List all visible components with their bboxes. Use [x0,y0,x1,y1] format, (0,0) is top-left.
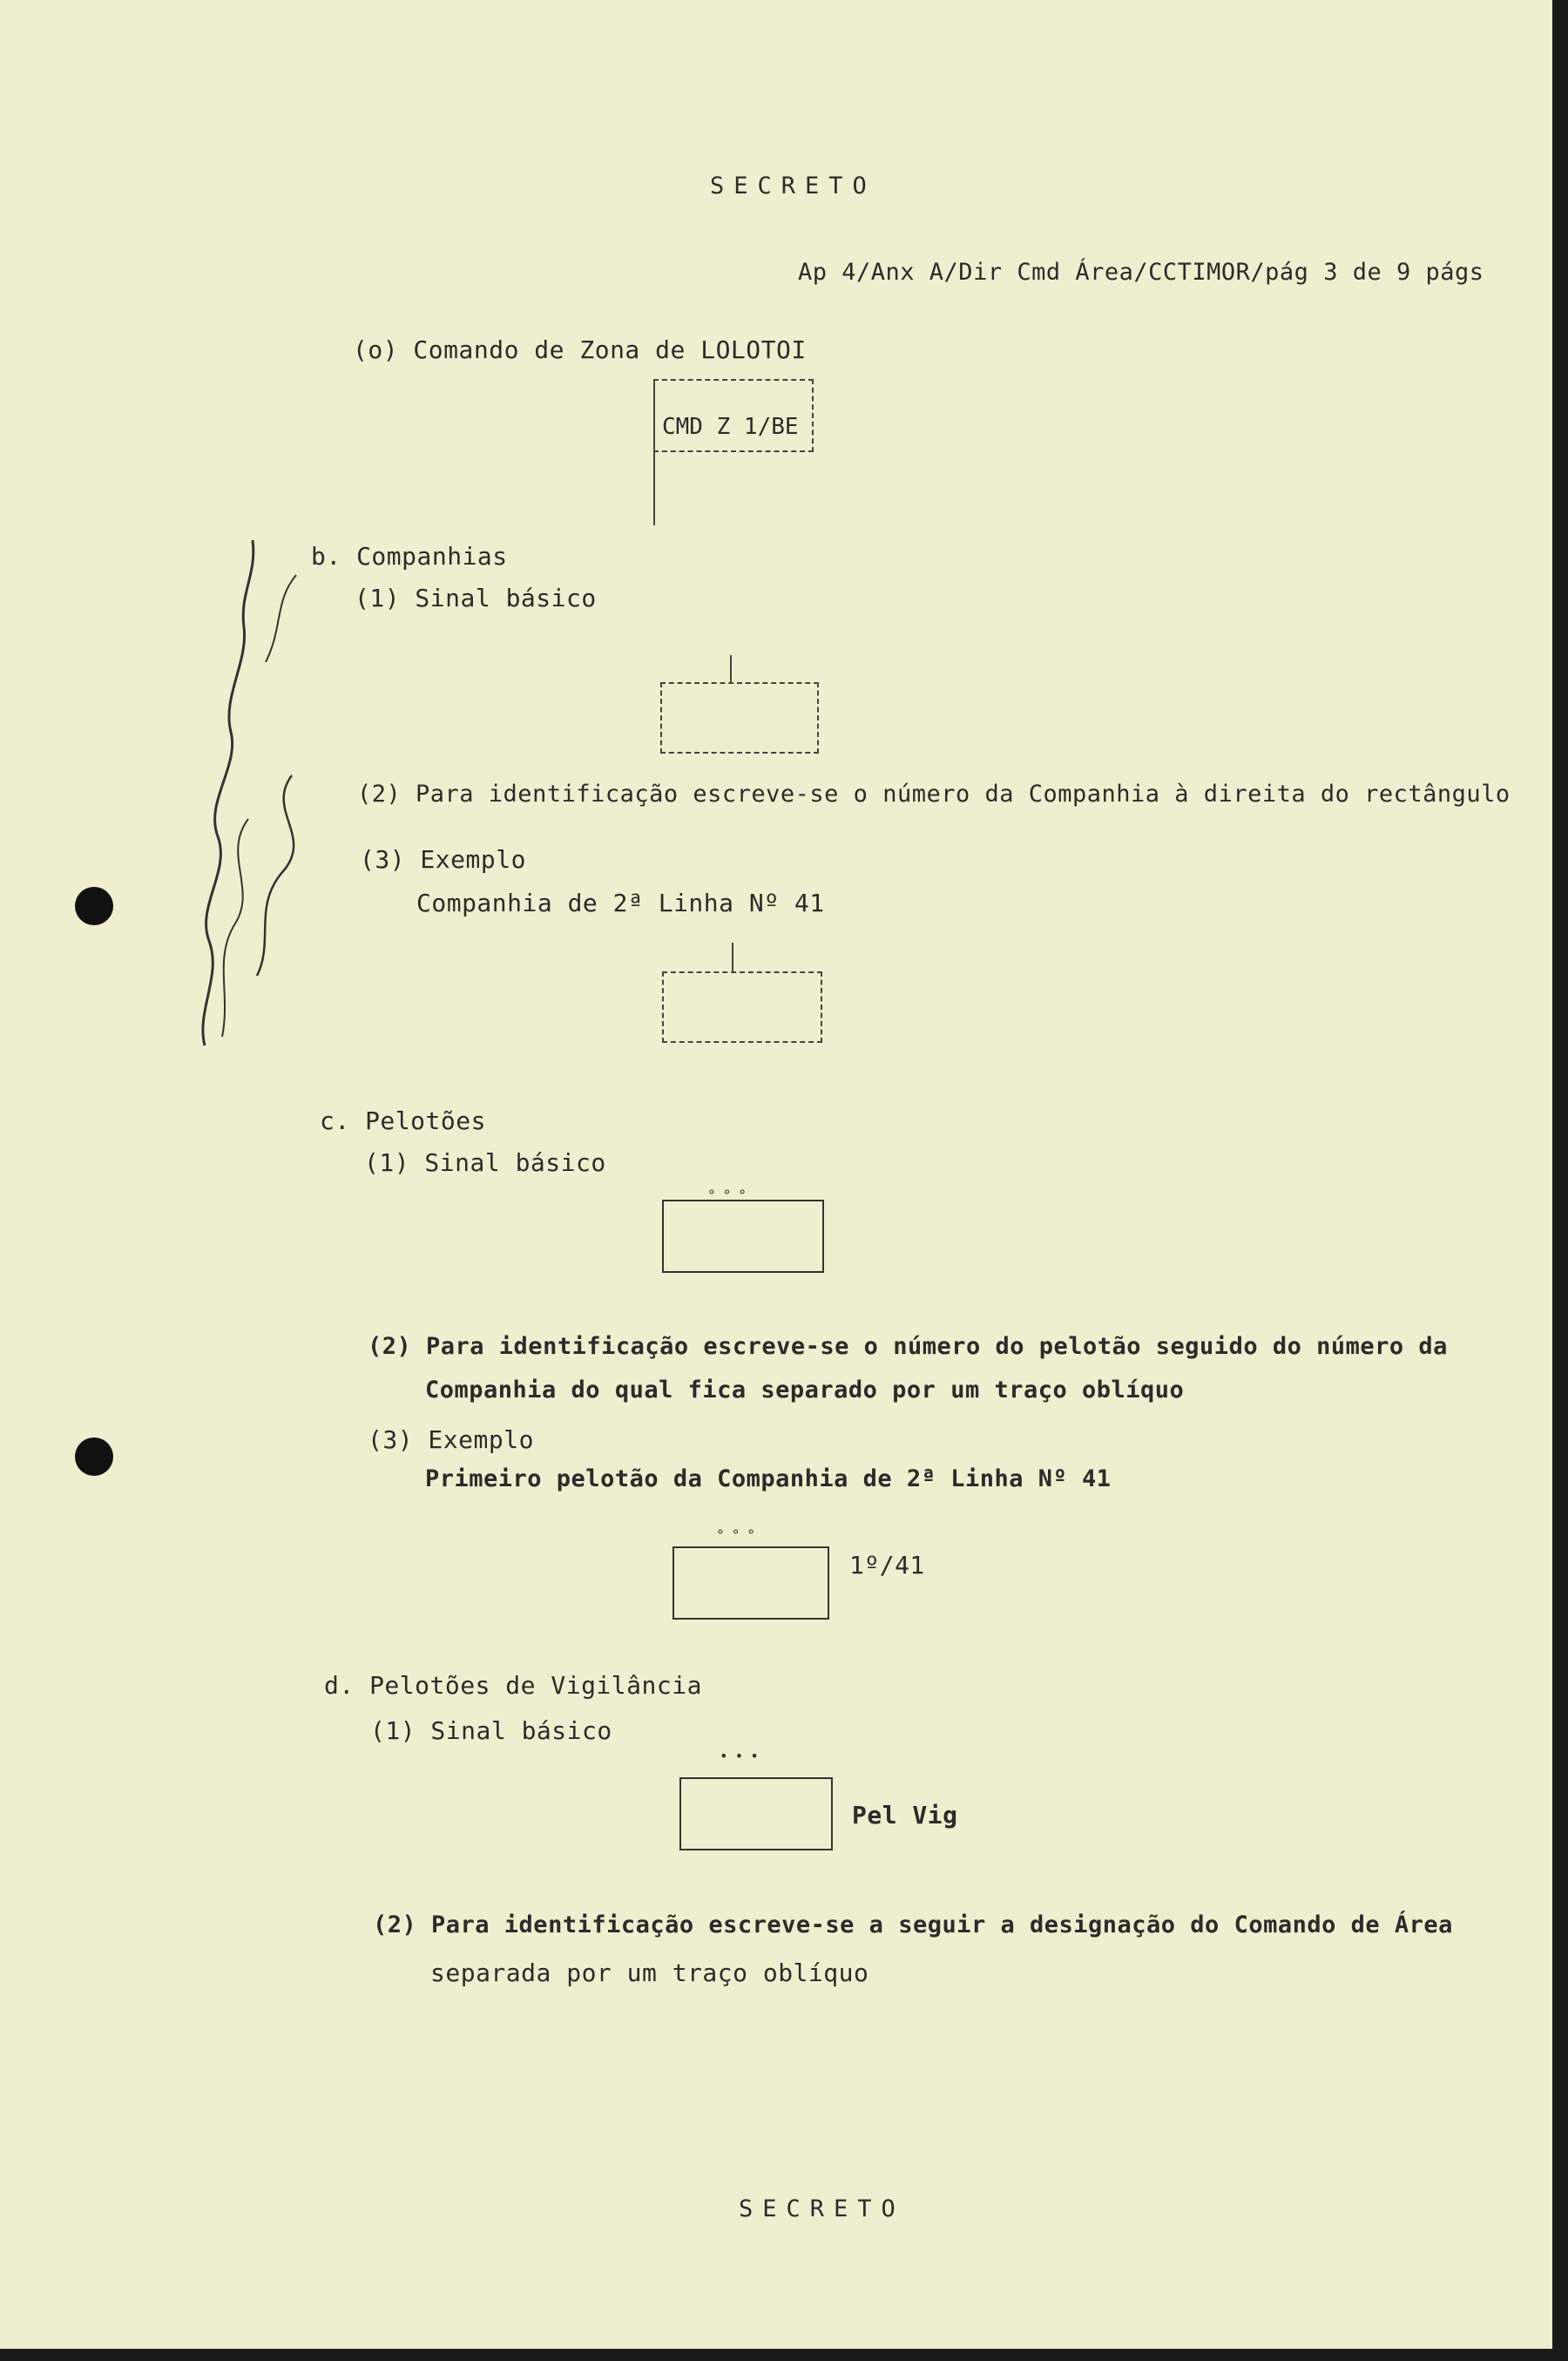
company-symbol-box [660,682,819,754]
section-c-title: c. Pelotões [320,1106,486,1135]
company-example-box [662,971,822,1043]
punch-hole-top [75,887,113,925]
section-c-item2-line1: (2) Para identificação escreve-se o número do pelotão seguido do número da [368,1333,1448,1360]
section-c-item2-line2: Companhia do qual fica separado por um traço oblíquo [425,1377,1185,1404]
section-b-item3: (3) Exemplo [360,845,526,874]
document-reference: Ap 4/Anx A/Dir Cmd Área/CCTIMOR/pág 3 de 9 págs [798,259,1484,286]
section-b-item1: (1) Sinal básico [355,584,597,612]
section-c-item1: (1) Sinal básico [364,1148,606,1177]
command-flag-symbol [653,379,814,527]
classification-footer: SECRETO [739,2195,905,2222]
section-c-item3: (3) Exemplo [368,1425,534,1454]
platoon-example-dots: ∘∘∘ [716,1523,762,1539]
vigilance-dots: ••• [720,1748,766,1764]
section-b-example: Companhia de 2ª Linha Nº 41 [416,889,825,917]
company-example-stem [732,943,733,972]
section-d-item2-line1: (2) Para identificação escreve-se a seguir a designação do Comando de Área [373,1911,1453,1938]
section-d-item2-line2: separada por um traço oblíquo [430,1958,869,1987]
section-d-item1: (1) Sinal básico [370,1716,612,1745]
vigilance-symbol-box [679,1777,833,1850]
flag-label: CMD Z 1/BE [662,414,799,440]
section-o-title: (o) Comando de Zona de LOLOTOI [353,335,807,364]
section-c-example: Primeiro pelotão da Companhia de 2ª Linha Nº 41 [425,1465,1112,1492]
platoon-symbol-box [662,1200,824,1273]
platoon-dots: ∘∘∘ [707,1183,754,1200]
handwritten-signature [170,523,309,1063]
platoon-example-box [672,1546,829,1620]
classification-header: SECRETO [710,173,876,200]
company-symbol-stem [730,655,732,683]
platoon-example-label: 1º/41 [849,1551,925,1580]
section-b-title: b. Companhias [311,542,508,571]
vigilance-label: Pel Vig [852,1801,958,1830]
punch-hole-bottom [75,1438,113,1476]
section-b-item2: (2) Para identificação escreve-se o número da Companhia à direita do rectângulo [357,781,1511,808]
section-d-title: d. Pelotões de Vigilância [324,1671,702,1700]
